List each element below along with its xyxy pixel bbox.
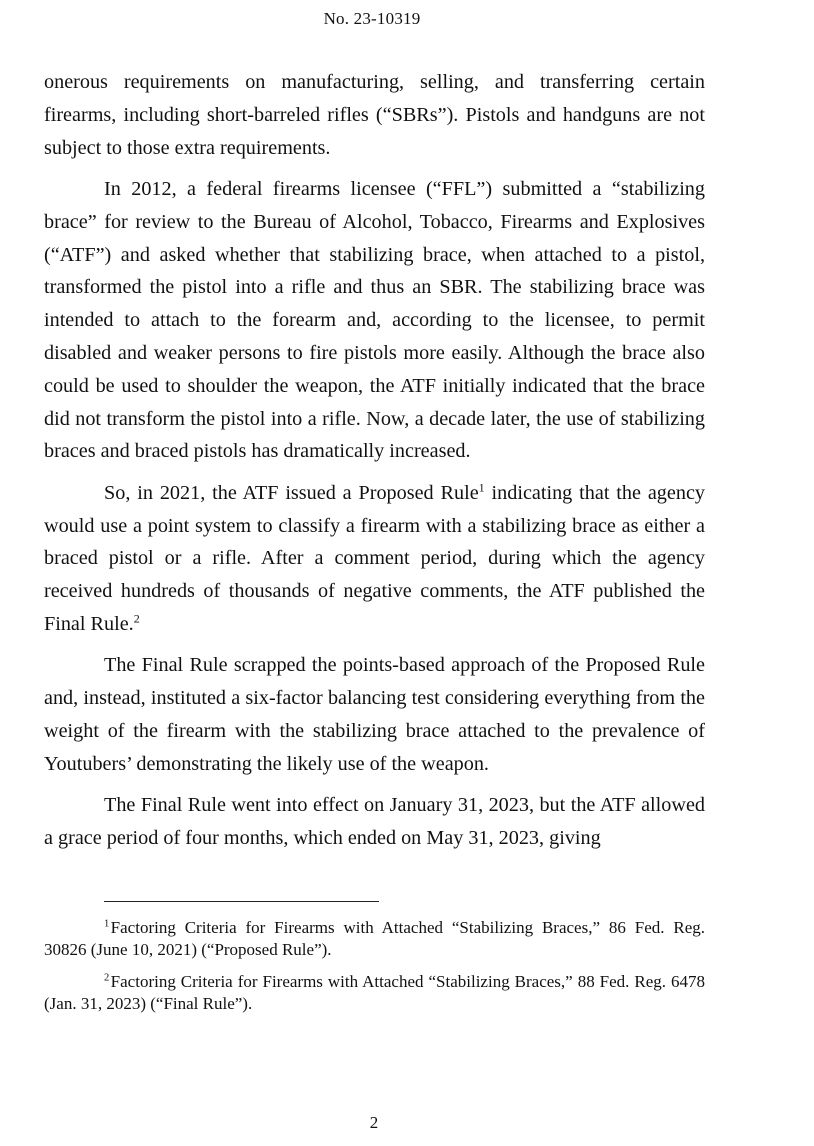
- footnote-divider: [104, 901, 379, 902]
- paragraph-1-text: onerous requirements on manufacturing, selling, and transferring certain firearms, including short-barreled rifles (“SBRs”). Pistols and handguns are not subject to those extra requirements.: [44, 71, 705, 159]
- footnote-1: [44, 917, 705, 961]
- paragraph-4-text: The Final Rule scrapped the points-based approach of the Proposed Rule and, instead, instituted a six-factor balancing test considering everything from the weight of the firearm with the stabilizing brace attached to the prevalence of Youtubers’ demonstrating the likely use of the weapon.: [44, 654, 705, 775]
- paragraph-2-text: In 2012, a federal firearms licensee (“FFL”) submitted a “stabilizing brace” for review to the Bureau of Alcohol, Tobacco, Firearms and Explosives (“ATF”) and asked whether that stabilizing brace, when attached to a pistol, transformed the pistol into a rifle and thus an SBR. The stabilizing brace was intended to attach to the forearm and, according to the licensee, to permit disabled and weaker persons to fire pistols more easily. Although the brace also could be used to shoulder the weapon, the ATF initially indicated that the brace did not transform the pistol into a rifle. Now, a decade later, the use of stabilizing braces and braced pistols has dramatically increased.: [44, 177, 705, 463]
- footnote-1-text: Factoring Criteria for Firearms with Attached “Stabilizing Braces,” 86 Fed. Reg. 30826 (June 10, 2021) (“Proposed Rule”).: [44, 918, 705, 959]
- paragraph-5-text: The Final Rule went into effect on January 31, 2023, but the ATF allowed a grace period of four months, which ended on May 31, 2023, giving: [44, 794, 705, 849]
- footnote-1-number: 1: [104, 918, 110, 930]
- footnote-2: [44, 971, 705, 1015]
- paragraph-3: [44, 477, 705, 641]
- case-number-header: No. 23-10319: [323, 9, 421, 28]
- body-text: [44, 66, 705, 863]
- paragraph-3-text-after: indicating that the agency would use a point system to classify a firearm with a stabilizing brace as either a braced pistol or a rifle. After a comment period, during which the agency received hundreds of thousands of negative comments, the ATF published the Final Rule.: [44, 481, 706, 635]
- footnotes: [44, 917, 705, 1025]
- paragraph-1: [44, 66, 705, 164]
- footnote-ref-2[interactable]: 2: [133, 611, 140, 626]
- page-number: 2: [369, 1113, 379, 1132]
- footnote-2-text: Factoring Criteria for Firearms with Attached “Stabilizing Braces,” 88 Fed. Reg. 6478 (Jan. 31, 2023) (“Final Rule”).: [44, 972, 705, 1013]
- paragraph-2: [44, 173, 705, 468]
- footnote-2-number: 2: [104, 972, 110, 984]
- paragraph-3-text-before: So, in 2021, the ATF issued a Proposed Rule: [104, 481, 479, 504]
- paragraph-4: [44, 649, 705, 780]
- paragraph-5: [44, 789, 705, 855]
- footnote-ref-1[interactable]: 1: [478, 480, 485, 495]
